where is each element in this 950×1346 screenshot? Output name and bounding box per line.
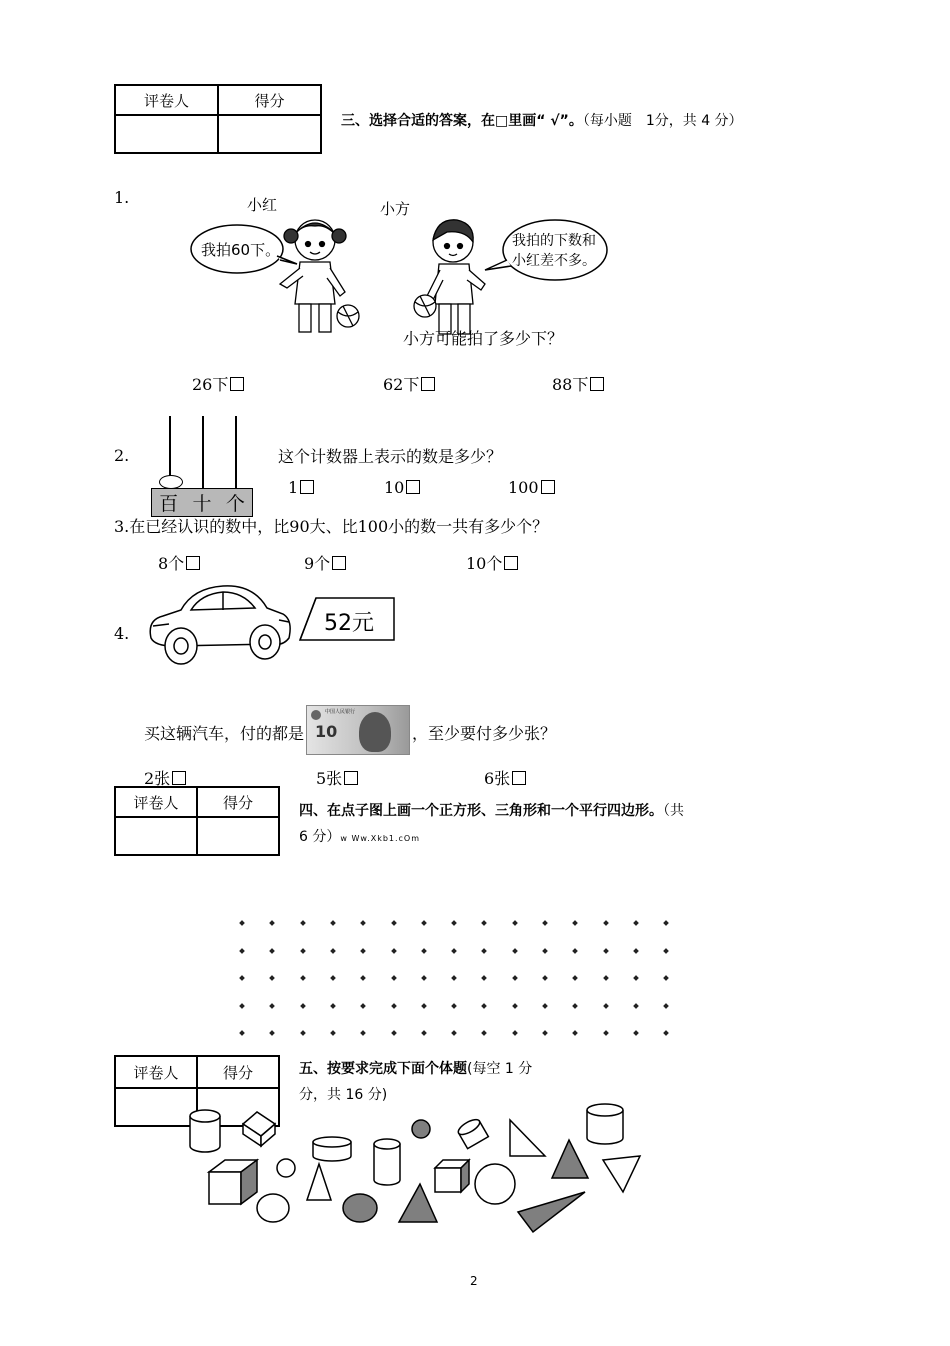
- grid-dot[interactable]: [391, 975, 397, 981]
- grid-dot[interactable]: [360, 1030, 366, 1036]
- triangle-shape: [307, 1164, 331, 1200]
- q4-question: 买这辆汽车，付的都是 中国人民银行 10 ，至少要付多少张？: [144, 707, 556, 757]
- grid-dot[interactable]: [572, 1030, 578, 1036]
- q1-option-2[interactable]: 62下: [383, 372, 435, 395]
- grid-dot[interactable]: [633, 948, 639, 954]
- grid-dot[interactable]: [512, 975, 518, 981]
- q1-question: 小方可能拍了多少下？: [403, 329, 564, 348]
- grid-dot[interactable]: [603, 920, 609, 926]
- grid-dot[interactable]: [542, 975, 548, 981]
- grid-dot[interactable]: [330, 1003, 336, 1009]
- grid-dot[interactable]: [663, 920, 669, 926]
- grid-dot[interactable]: [239, 975, 245, 981]
- checkbox[interactable]: [344, 771, 358, 785]
- checkbox[interactable]: [230, 377, 244, 391]
- grid-dot[interactable]: [512, 1030, 518, 1036]
- grid-dot[interactable]: [633, 1003, 639, 1009]
- grid-dot[interactable]: [451, 948, 457, 954]
- grid-dot[interactable]: [269, 1003, 275, 1009]
- price-tag-text: 52元: [324, 611, 374, 636]
- reviewer-cell[interactable]: [115, 115, 218, 153]
- grid-dot[interactable]: [603, 1030, 609, 1036]
- girl-figure: [280, 220, 359, 332]
- grid-dot[interactable]: [391, 920, 397, 926]
- grid-dot[interactable]: [512, 948, 518, 954]
- checkbox[interactable]: [186, 556, 200, 570]
- checkbox[interactable]: [541, 480, 555, 494]
- reviewer-label: 评卷人: [115, 85, 218, 115]
- banknote-10-yuan: [306, 705, 410, 755]
- cylinder-shape: [313, 1137, 351, 1161]
- grid-dot[interactable]: [572, 1003, 578, 1009]
- label-tens: 十: [192, 493, 212, 515]
- q2-option-2[interactable]: 10: [384, 478, 420, 497]
- car-illustration: [143, 580, 293, 670]
- grid-dot[interactable]: [330, 920, 336, 926]
- grid-dot[interactable]: [391, 948, 397, 954]
- grid-dot[interactable]: [330, 948, 336, 954]
- q4-option-1[interactable]: 2张: [144, 766, 186, 789]
- girl-speech-bubble: [191, 225, 297, 273]
- grid-dot[interactable]: [421, 1030, 427, 1036]
- grid-dot[interactable]: [512, 1003, 518, 1009]
- cylinder-shape: [587, 1104, 623, 1144]
- q3-option-2[interactable]: 9个: [304, 551, 346, 574]
- reviewer-label: 评卷人: [115, 787, 197, 817]
- triangle-shape: [552, 1140, 588, 1178]
- grid-dot[interactable]: [269, 948, 275, 954]
- score-table-section4: [114, 786, 280, 856]
- grid-dot[interactable]: [300, 1030, 306, 1036]
- cylinder-shape: [374, 1139, 400, 1185]
- section4-title: 四、在点子图上画一个正方形、三角形和一个平行四边形。（共 6 分）w Ww.Xkb1.cOm: [299, 803, 684, 845]
- section3-title: 三、选择合适的答案，在□里画“ √”。（每小题 1分，共 4 分）: [341, 113, 743, 129]
- q2-option-1[interactable]: 1: [288, 478, 314, 497]
- grid-dot[interactable]: [330, 1030, 336, 1036]
- grid-dot[interactable]: [269, 975, 275, 981]
- q1-illustration: [185, 212, 615, 342]
- banknote-issuer: 中国人民银行: [325, 709, 356, 715]
- abacus-bead: [159, 475, 183, 489]
- grid-dot[interactable]: [239, 1003, 245, 1009]
- boy-speech-line1: 我拍的下数和: [512, 233, 596, 249]
- grid-dot[interactable]: [239, 920, 245, 926]
- checkbox[interactable]: [590, 377, 604, 391]
- q3-option-3[interactable]: 10个: [466, 551, 518, 574]
- banknote-portrait: [359, 712, 391, 752]
- sphere-shape: [343, 1194, 377, 1222]
- grid-dot[interactable]: [300, 920, 306, 926]
- grid-dot[interactable]: [239, 948, 245, 954]
- triangle-shape: [518, 1192, 585, 1232]
- q2-question: 这个计数器上表示的数是多少？: [278, 447, 503, 466]
- boy-speech-line2: 小红差不多。: [512, 253, 596, 269]
- grid-dot[interactable]: [391, 1030, 397, 1036]
- q3-question: 3.在已经认识的数中，比90大、比100小的数一共有多少个？: [114, 517, 549, 536]
- q4-option-2[interactable]: 5张: [316, 766, 358, 789]
- grid-dot[interactable]: [300, 948, 306, 954]
- oval-shape: [475, 1164, 515, 1204]
- boy-speech-bubble: [485, 220, 607, 280]
- grid-dot[interactable]: [360, 1003, 366, 1009]
- cube-shape: [209, 1160, 257, 1204]
- q1-option-1[interactable]: 26下: [192, 372, 244, 395]
- grid-dot[interactable]: [421, 948, 427, 954]
- grid-dot[interactable]: [360, 975, 366, 981]
- dot-grid[interactable]: [240, 921, 680, 1041]
- grid-dot[interactable]: [451, 975, 457, 981]
- grid-dot[interactable]: [421, 920, 427, 926]
- sphere-shape: [412, 1120, 430, 1138]
- section5-title: 五、按要求完成下面个体题(每空 1 分 分，共 16 分): [299, 1061, 533, 1103]
- score-cell[interactable]: [197, 817, 279, 855]
- geometric-shapes: [185, 1098, 645, 1238]
- grid-dot[interactable]: [542, 1030, 548, 1036]
- grid-dot[interactable]: [482, 920, 488, 926]
- score-cell[interactable]: [218, 115, 321, 153]
- grid-dot[interactable]: [572, 948, 578, 954]
- grid-dot[interactable]: [633, 1030, 639, 1036]
- grid-dot[interactable]: [239, 1030, 245, 1036]
- price-tag: [298, 596, 398, 646]
- grid-dot[interactable]: [512, 920, 518, 926]
- score-table-section3: [114, 84, 322, 154]
- cube-shape: [243, 1112, 275, 1146]
- checkbox[interactable]: [406, 480, 420, 494]
- oval-shape: [257, 1194, 289, 1222]
- page-number: 2: [470, 1274, 478, 1288]
- boy-name: 小方: [380, 200, 411, 218]
- label-ones: 个: [225, 493, 245, 515]
- grid-dot[interactable]: [391, 1003, 397, 1009]
- grid-dot[interactable]: [482, 1030, 488, 1036]
- grid-dot[interactable]: [663, 975, 669, 981]
- reviewer-cell[interactable]: [115, 817, 197, 855]
- grid-dot[interactable]: [451, 1030, 457, 1036]
- checkbox[interactable]: [332, 556, 346, 570]
- banknote-value: 10: [315, 722, 338, 741]
- grid-dot[interactable]: [269, 920, 275, 926]
- grid-dot[interactable]: [421, 1003, 427, 1009]
- q1-option-3[interactable]: 88下: [552, 372, 604, 395]
- grid-dot[interactable]: [482, 948, 488, 954]
- grid-dot[interactable]: [451, 920, 457, 926]
- girl-name: 小红: [247, 196, 278, 214]
- cylinder-shape: [190, 1110, 220, 1152]
- grid-dot[interactable]: [421, 975, 427, 981]
- checkbox[interactable]: [172, 771, 186, 785]
- circle-shape: [277, 1159, 295, 1177]
- boy-figure: [414, 220, 485, 334]
- abacus-rod-tens: [202, 416, 204, 488]
- triangle-shape: [603, 1156, 640, 1192]
- grid-dot[interactable]: [300, 975, 306, 981]
- reviewer-label: 评卷人: [115, 1056, 197, 1088]
- grid-dot[interactable]: [542, 1003, 548, 1009]
- grid-dot[interactable]: [360, 920, 366, 926]
- grid-dot[interactable]: [603, 975, 609, 981]
- cylinder-shape: [456, 1117, 488, 1149]
- grid-dot[interactable]: [572, 920, 578, 926]
- grid-dot[interactable]: [360, 948, 366, 954]
- girl-speech-text: 我拍60下。: [201, 241, 281, 259]
- abacus-rod-ones: [235, 416, 237, 488]
- triangle-shape: [510, 1120, 545, 1156]
- abacus: [151, 416, 253, 518]
- score-label: 得分: [218, 85, 321, 115]
- grid-dot[interactable]: [269, 1030, 275, 1036]
- grid-dot[interactable]: [482, 975, 488, 981]
- score-label: 得分: [197, 1056, 279, 1088]
- grid-dot[interactable]: [663, 948, 669, 954]
- grid-dot[interactable]: [633, 920, 639, 926]
- grid-dot[interactable]: [663, 1003, 669, 1009]
- abacus-base: [151, 488, 253, 517]
- score-label: 得分: [197, 787, 279, 817]
- cube-shape: [435, 1160, 469, 1192]
- grid-dot[interactable]: [482, 1003, 488, 1009]
- grid-dot[interactable]: [603, 1003, 609, 1009]
- q4-number: 4.: [114, 624, 130, 643]
- grid-dot[interactable]: [451, 1003, 457, 1009]
- watermark: w Ww.Xkb1.cOm: [340, 834, 421, 843]
- q3-option-1[interactable]: 8个: [158, 551, 200, 574]
- checkbox[interactable]: [504, 556, 518, 570]
- grid-dot[interactable]: [542, 948, 548, 954]
- banknote-emblem: [311, 710, 321, 720]
- triangle-shape: [399, 1184, 437, 1222]
- q2-number: 2.: [114, 446, 130, 465]
- q1-number: 1.: [114, 188, 130, 207]
- grid-dot[interactable]: [603, 948, 609, 954]
- grid-dot[interactable]: [542, 920, 548, 926]
- q4-option-3[interactable]: 6张: [484, 766, 526, 789]
- grid-dot[interactable]: [330, 975, 336, 981]
- grid-dot[interactable]: [663, 1030, 669, 1036]
- grid-dot[interactable]: [572, 975, 578, 981]
- q2-option-3[interactable]: 100: [508, 478, 555, 497]
- checkbox[interactable]: [300, 480, 314, 494]
- checkbox[interactable]: [421, 377, 435, 391]
- checkbox[interactable]: [512, 771, 526, 785]
- label-hundreds: 百: [159, 493, 179, 515]
- grid-dot[interactable]: [300, 1003, 306, 1009]
- grid-dot[interactable]: [633, 975, 639, 981]
